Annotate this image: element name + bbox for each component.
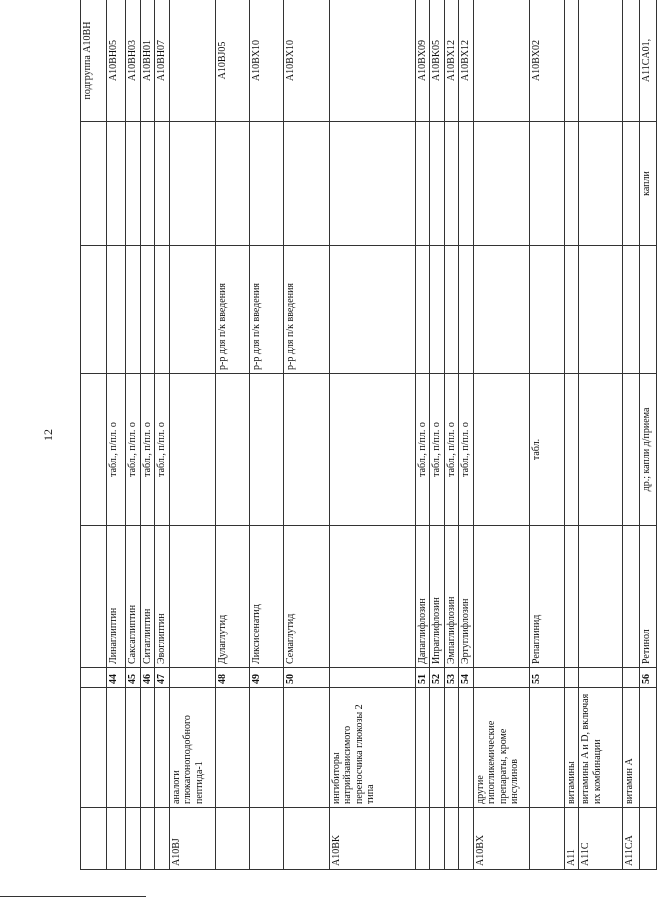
table-body (81, 0, 657, 870)
injection-form-cell (415, 246, 430, 374)
table-row (623, 0, 640, 870)
row-number-cell: 46 (140, 668, 155, 688)
drug-name-cell (81, 526, 107, 668)
dosage-form-cell: табл., п/пл. о (126, 374, 141, 526)
table-row (473, 0, 529, 870)
dosage-form-cell (564, 374, 579, 526)
injection-form-cell (169, 246, 215, 374)
injection-form-cell (140, 246, 155, 374)
injection-form-cell: р-р для п/к введения (283, 246, 329, 374)
drug-name-cell: Семаглутид (283, 526, 329, 668)
other-form-cell (249, 122, 283, 246)
injection-form-cell: р-р для п/к введения (215, 246, 249, 374)
group-name-cell (140, 688, 155, 808)
row-number-cell: 50 (283, 668, 329, 688)
row-number-cell: 49 (249, 668, 283, 688)
group-name-cell: другие гипогликемические препараты, кроме инсулинов (473, 688, 529, 808)
atc-subcode-cell: A10BX10 (249, 0, 283, 122)
table-row (140, 0, 155, 870)
dosage-form-cell: табл. (529, 374, 564, 526)
injection-form-cell (564, 246, 579, 374)
atc-code-cell (444, 808, 459, 870)
dosage-form-cell (283, 374, 329, 526)
atc-subcode-cell (579, 0, 623, 122)
injection-form-cell (329, 246, 415, 374)
atc-code-cell: A10BJ (169, 808, 215, 870)
row-number-cell: 48 (215, 668, 249, 688)
row-number-cell (81, 668, 107, 688)
dosage-form-cell: табл., п/пл. о (107, 374, 126, 526)
drug-name-cell (579, 526, 623, 668)
atc-code-cell (107, 808, 126, 870)
drug-name-cell: Ликсисенатид (249, 526, 283, 668)
atc-subcode-cell (564, 0, 579, 122)
dosage-form-cell (623, 374, 640, 526)
atc-code-cell (529, 808, 564, 870)
atc-subcode-cell: A10BX09 (415, 0, 430, 122)
atc-subcode-cell: A10BH03 (126, 0, 141, 122)
group-name-cell (249, 688, 283, 808)
row-number-cell: 44 (107, 668, 126, 688)
table-row (564, 0, 579, 870)
drug-name-cell (623, 526, 640, 668)
injection-form-cell (81, 246, 107, 374)
atc-code-cell (140, 808, 155, 870)
group-name-cell (107, 688, 126, 808)
dosage-form-cell (329, 374, 415, 526)
drug-name-cell: Дулаглутид (215, 526, 249, 668)
drug-name-cell: Линаглиптин (107, 526, 126, 668)
group-name-cell (640, 688, 657, 808)
row-number-cell (329, 668, 415, 688)
group-name-cell (126, 688, 141, 808)
other-form-cell (215, 122, 249, 246)
atc-code-cell (283, 808, 329, 870)
table-row (430, 0, 445, 870)
drug-name-cell: Эвоглиптин (155, 526, 170, 668)
row-number-cell: 55 (529, 668, 564, 688)
other-form-cell (283, 122, 329, 246)
group-name-cell (81, 688, 107, 808)
group-name-cell (444, 688, 459, 808)
other-form-cell (473, 122, 529, 246)
drug-name-cell: Эмпаглифлозин (444, 526, 459, 668)
other-form-cell (564, 122, 579, 246)
dosage-form-cell (249, 374, 283, 526)
table-row (579, 0, 623, 870)
table-row (81, 0, 107, 870)
drug-name-cell: Дапаглифлозин (415, 526, 430, 668)
drug-name-cell: Репаглинид (529, 526, 564, 668)
other-form-cell (81, 122, 107, 246)
dosage-form-cell: табл., п/пл. о (444, 374, 459, 526)
atc-code-cell (430, 808, 445, 870)
injection-form-cell (579, 246, 623, 374)
atc-subcode-cell: A10BH07 (155, 0, 170, 122)
other-form-cell (107, 122, 126, 246)
other-form-cell (169, 122, 215, 246)
atc-subcode-cell: A10BK05 (430, 0, 445, 122)
row-number-cell (623, 668, 640, 688)
table-row (459, 0, 474, 870)
group-name-cell (529, 688, 564, 808)
atc-subcode-cell: A10BX12 (459, 0, 474, 122)
group-name-cell (155, 688, 170, 808)
table-row (126, 0, 141, 870)
other-form-cell (155, 122, 170, 246)
footnote-rule (0, 896, 146, 897)
atc-code-cell (640, 808, 657, 870)
drug-name-cell: Ипраглифлозин (430, 526, 445, 668)
dosage-form-cell (579, 374, 623, 526)
group-name-cell (415, 688, 430, 808)
atc-subcode-cell (169, 0, 215, 122)
injection-form-cell (155, 246, 170, 374)
drug-name-cell (329, 526, 415, 668)
other-form-cell (140, 122, 155, 246)
atc-code-cell: A11C (579, 808, 623, 870)
row-number-cell: 53 (444, 668, 459, 688)
group-name-cell: аналоги глюкагоноподобного пептида-1 (169, 688, 215, 808)
group-name-cell: витамин A (623, 688, 640, 808)
injection-form-cell (640, 246, 657, 374)
dosage-form-cell: табл., п/пл. о (415, 374, 430, 526)
other-form-cell (415, 122, 430, 246)
atc-code-cell: A10BK (329, 808, 415, 870)
other-form-cell: капли (640, 122, 657, 246)
table-row (444, 0, 459, 870)
atc-code-cell (155, 808, 170, 870)
injection-form-cell (623, 246, 640, 374)
group-name-cell (430, 688, 445, 808)
atc-subcode-cell: подгруппа A10BH (81, 0, 107, 122)
table-row (329, 0, 415, 870)
row-number-cell: 45 (126, 668, 141, 688)
dosage-form-cell: табл., п/пл. о (140, 374, 155, 526)
injection-form-cell (529, 246, 564, 374)
injection-form-cell (430, 246, 445, 374)
page-number: 12 (41, 429, 55, 441)
atc-code-cell (215, 808, 249, 870)
atc-code-cell (126, 808, 141, 870)
dosage-form-cell (81, 374, 107, 526)
table-row (529, 0, 564, 870)
atc-subcode-cell: A10BX02 (529, 0, 564, 122)
atc-subcode-cell (329, 0, 415, 122)
group-name-cell: ингибиторы натрийзависимого переносчика глюкозы 2 типа (329, 688, 415, 808)
table-row (640, 0, 657, 870)
atc-subcode-cell: A10BH05 (107, 0, 126, 122)
injection-form-cell (473, 246, 529, 374)
row-number-cell: 52 (430, 668, 445, 688)
dosage-form-cell: табл., п/пл. о (459, 374, 474, 526)
other-form-cell (430, 122, 445, 246)
row-number-cell (169, 668, 215, 688)
row-number-cell (579, 668, 623, 688)
row-number-cell: 56 (640, 668, 657, 688)
dosage-form-cell (215, 374, 249, 526)
other-form-cell (529, 122, 564, 246)
injection-form-cell: р-р для п/к введения (249, 246, 283, 374)
other-form-cell (126, 122, 141, 246)
atc-subcode-cell: A10BX10 (283, 0, 329, 122)
table-row (283, 0, 329, 870)
atc-subcode-cell (473, 0, 529, 122)
group-name-cell: витамины A и D, включая их комбинации (579, 688, 623, 808)
drug-name-cell: Эртуглифлозин (459, 526, 474, 668)
atc-code-cell: A11CA (623, 808, 640, 870)
atc-code-cell (415, 808, 430, 870)
drug-table (80, 0, 657, 870)
atc-subcode-cell (623, 0, 640, 122)
atc-subcode-cell: A10BX12 (444, 0, 459, 122)
other-form-cell (444, 122, 459, 246)
table-row (107, 0, 126, 870)
injection-form-cell (459, 246, 474, 374)
table-row (169, 0, 215, 870)
atc-code-cell (249, 808, 283, 870)
atc-subcode-cell: A11CA01, (640, 0, 657, 122)
dosage-form-cell: табл., п/пл. о (155, 374, 170, 526)
dosage-form-cell (473, 374, 529, 526)
drug-name-cell (564, 526, 579, 668)
injection-form-cell (107, 246, 126, 374)
table-row (215, 0, 249, 870)
rotated-table-wrapper (80, 0, 652, 870)
group-name-cell (459, 688, 474, 808)
drug-name-cell: Ситаглиптин (140, 526, 155, 668)
row-number-cell: 54 (459, 668, 474, 688)
drug-name-cell (169, 526, 215, 668)
atc-code-cell (81, 808, 107, 870)
atc-subcode-cell: A10BH01 (140, 0, 155, 122)
dosage-form-cell: др.; капли д/приема (640, 374, 657, 526)
other-form-cell (329, 122, 415, 246)
other-form-cell (579, 122, 623, 246)
injection-form-cell (444, 246, 459, 374)
group-name-cell (215, 688, 249, 808)
atc-subcode-cell: A10BJ05 (215, 0, 249, 122)
row-number-cell: 51 (415, 668, 430, 688)
atc-code-cell (459, 808, 474, 870)
other-form-cell (623, 122, 640, 246)
injection-form-cell (126, 246, 141, 374)
table-row (249, 0, 283, 870)
atc-code-cell: A11 (564, 808, 579, 870)
atc-code-cell: A10BX (473, 808, 529, 870)
table-row (155, 0, 170, 870)
row-number-cell: 47 (155, 668, 170, 688)
drug-name-cell: Ретинол (640, 526, 657, 668)
drug-name-cell (473, 526, 529, 668)
group-name-cell: витамины (564, 688, 579, 808)
group-name-cell (283, 688, 329, 808)
other-form-cell (459, 122, 474, 246)
dosage-form-cell: табл., п/пл. о (430, 374, 445, 526)
drug-name-cell: Саксаглиптин (126, 526, 141, 668)
row-number-cell (473, 668, 529, 688)
table-row (415, 0, 430, 870)
row-number-cell (564, 668, 579, 688)
dosage-form-cell (169, 374, 215, 526)
